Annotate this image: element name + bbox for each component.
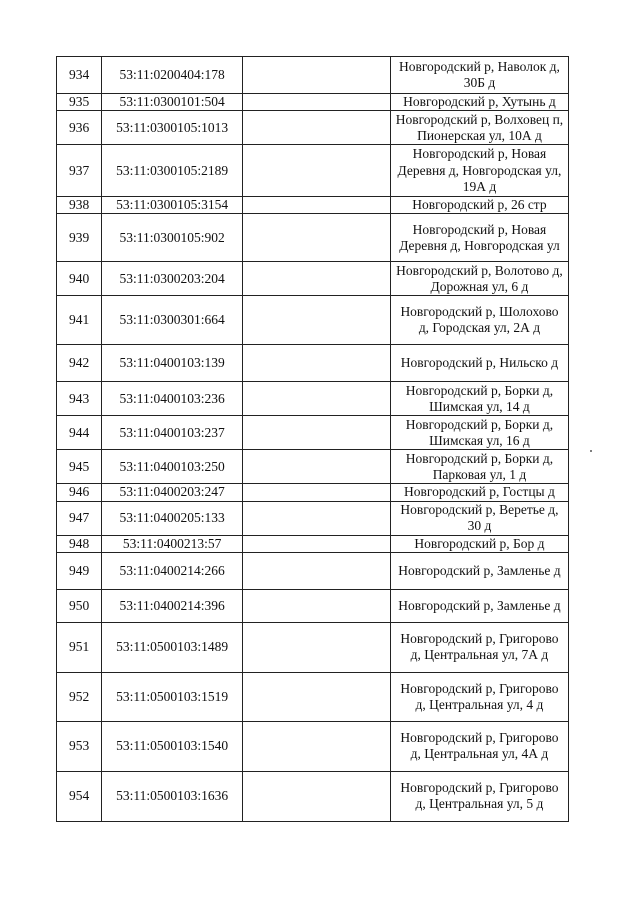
row-number-cell: 941 bbox=[57, 296, 102, 345]
table-row bbox=[57, 197, 569, 214]
row-number-cell: 947 bbox=[57, 501, 102, 535]
row-number-cell: 949 bbox=[57, 552, 102, 589]
empty-cell bbox=[243, 296, 391, 345]
row-number-cell: 935 bbox=[57, 94, 102, 111]
empty-cell bbox=[243, 111, 391, 145]
empty-cell bbox=[243, 672, 391, 721]
empty-cell bbox=[243, 501, 391, 535]
cadastral-number-cell: 53:11:0300203:204 bbox=[102, 262, 243, 296]
cadastral-number-cell: 53:11:0400213:57 bbox=[102, 535, 243, 552]
cadastral-number-cell: 53:11:0500103:1519 bbox=[102, 672, 243, 721]
cadastral-number-cell: 53:11:0400103:236 bbox=[102, 382, 243, 416]
table-row bbox=[57, 450, 569, 484]
row-number-cell: 950 bbox=[57, 589, 102, 622]
address-cell: Новгородский р, Волховец п, Пионерская ул, 10А д bbox=[390, 111, 568, 145]
cadastral-number-cell: 53:11:0500103:1636 bbox=[102, 771, 243, 821]
table-row bbox=[57, 535, 569, 552]
empty-cell bbox=[243, 145, 391, 197]
row-number-cell: 954 bbox=[57, 771, 102, 821]
empty-cell bbox=[243, 382, 391, 416]
table-row bbox=[57, 416, 569, 450]
address-cell: Новгородский р, Борки д, Парковая ул, 1 д bbox=[390, 450, 568, 484]
address-cell: Новгородский р, Григорово д, Центральная ул, 4 д bbox=[390, 672, 568, 721]
row-number-cell: 940 bbox=[57, 262, 102, 296]
address-cell: Новгородский р, Новая Деревня д, Новгородская ул, 19А д bbox=[390, 145, 568, 197]
empty-cell bbox=[243, 345, 391, 382]
table-row bbox=[57, 111, 569, 145]
address-cell: Новгородский р, Наволок д, 30Б д bbox=[390, 57, 568, 94]
cadastral-number-cell: 53:11:0400203:247 bbox=[102, 484, 243, 501]
empty-cell bbox=[243, 450, 391, 484]
registry-table bbox=[56, 56, 569, 822]
scan-speck bbox=[590, 450, 592, 452]
address-cell: Новгородский р, Борки д, Шимская ул, 14 д bbox=[390, 382, 568, 416]
empty-cell bbox=[243, 721, 391, 771]
empty-cell bbox=[243, 214, 391, 262]
row-number-cell: 945 bbox=[57, 450, 102, 484]
cadastral-number-cell: 53:11:0400205:133 bbox=[102, 501, 243, 535]
table-row bbox=[57, 672, 569, 721]
cadastral-number-cell: 53:11:0400103:139 bbox=[102, 345, 243, 382]
address-cell: Новгородский р, Нильско д bbox=[390, 345, 568, 382]
row-number-cell: 937 bbox=[57, 145, 102, 197]
address-cell: Новгородский р, Новая Деревня д, Новгородская ул bbox=[390, 214, 568, 262]
table-row bbox=[57, 771, 569, 821]
empty-cell bbox=[243, 57, 391, 94]
cadastral-number-cell: 53:11:0400103:237 bbox=[102, 416, 243, 450]
row-number-cell: 942 bbox=[57, 345, 102, 382]
empty-cell bbox=[243, 94, 391, 111]
cadastral-number-cell: 53:11:0300105:902 bbox=[102, 214, 243, 262]
address-cell: Новгородский р, Замленье д bbox=[390, 589, 568, 622]
row-number-cell: 953 bbox=[57, 721, 102, 771]
table-row bbox=[57, 214, 569, 262]
table-row bbox=[57, 721, 569, 771]
cadastral-number-cell: 53:11:0300105:2189 bbox=[102, 145, 243, 197]
empty-cell bbox=[243, 589, 391, 622]
table-row bbox=[57, 145, 569, 197]
row-number-cell: 944 bbox=[57, 416, 102, 450]
address-cell: Новгородский р, Замленье д bbox=[390, 552, 568, 589]
row-number-cell: 952 bbox=[57, 672, 102, 721]
cadastral-number-cell: 53:11:0500103:1540 bbox=[102, 721, 243, 771]
row-number-cell: 948 bbox=[57, 535, 102, 552]
address-cell: Новгородский р, Борки д, Шимская ул, 16 д bbox=[390, 416, 568, 450]
table-row bbox=[57, 589, 569, 622]
cadastral-number-cell: 53:11:0200404:178 bbox=[102, 57, 243, 94]
cadastral-number-cell: 53:11:0300105:3154 bbox=[102, 197, 243, 214]
row-number-cell: 939 bbox=[57, 214, 102, 262]
address-cell: Новгородский р, Григорово д, Центральная ул, 4А д bbox=[390, 721, 568, 771]
empty-cell bbox=[243, 197, 391, 214]
address-cell: Новгородский р, Григорово д, Центральная ул, 5 д bbox=[390, 771, 568, 821]
address-cell: Новгородский р, Веретье д, 30 д bbox=[390, 501, 568, 535]
table-row bbox=[57, 262, 569, 296]
table-row bbox=[57, 501, 569, 535]
registry-table-body bbox=[57, 57, 569, 822]
cadastral-number-cell: 53:11:0400214:266 bbox=[102, 552, 243, 589]
empty-cell bbox=[243, 552, 391, 589]
row-number-cell: 934 bbox=[57, 57, 102, 94]
address-cell: Новгородский р, Шолохово д, Городская ул, 2А д bbox=[390, 296, 568, 345]
cadastral-number-cell: 53:11:0500103:1489 bbox=[102, 622, 243, 672]
address-cell: Новгородский р, Бор д bbox=[390, 535, 568, 552]
empty-cell bbox=[243, 416, 391, 450]
table-row bbox=[57, 296, 569, 345]
cadastral-number-cell: 53:11:0300301:664 bbox=[102, 296, 243, 345]
address-cell: Новгородский р, Волотово д, Дорожная ул, 6 д bbox=[390, 262, 568, 296]
cadastral-number-cell: 53:11:0300101:504 bbox=[102, 94, 243, 111]
row-number-cell: 946 bbox=[57, 484, 102, 501]
row-number-cell: 943 bbox=[57, 382, 102, 416]
cadastral-number-cell: 53:11:0300105:1013 bbox=[102, 111, 243, 145]
empty-cell bbox=[243, 535, 391, 552]
row-number-cell: 951 bbox=[57, 622, 102, 672]
table-row bbox=[57, 382, 569, 416]
table-row bbox=[57, 552, 569, 589]
empty-cell bbox=[243, 622, 391, 672]
address-cell: Новгородский р, Гостцы д bbox=[390, 484, 568, 501]
table-row bbox=[57, 345, 569, 382]
row-number-cell: 938 bbox=[57, 197, 102, 214]
table-row bbox=[57, 57, 569, 94]
cadastral-number-cell: 53:11:0400214:396 bbox=[102, 589, 243, 622]
address-cell: Новгородский р, 26 стр bbox=[390, 197, 568, 214]
empty-cell bbox=[243, 262, 391, 296]
row-number-cell: 936 bbox=[57, 111, 102, 145]
table-row bbox=[57, 484, 569, 501]
empty-cell bbox=[243, 771, 391, 821]
table-row bbox=[57, 622, 569, 672]
cadastral-number-cell: 53:11:0400103:250 bbox=[102, 450, 243, 484]
address-cell: Новгородский р, Григорово д, Центральная ул, 7А д bbox=[390, 622, 568, 672]
empty-cell bbox=[243, 484, 391, 501]
address-cell: Новгородский р, Хутынь д bbox=[390, 94, 568, 111]
table-row bbox=[57, 94, 569, 111]
